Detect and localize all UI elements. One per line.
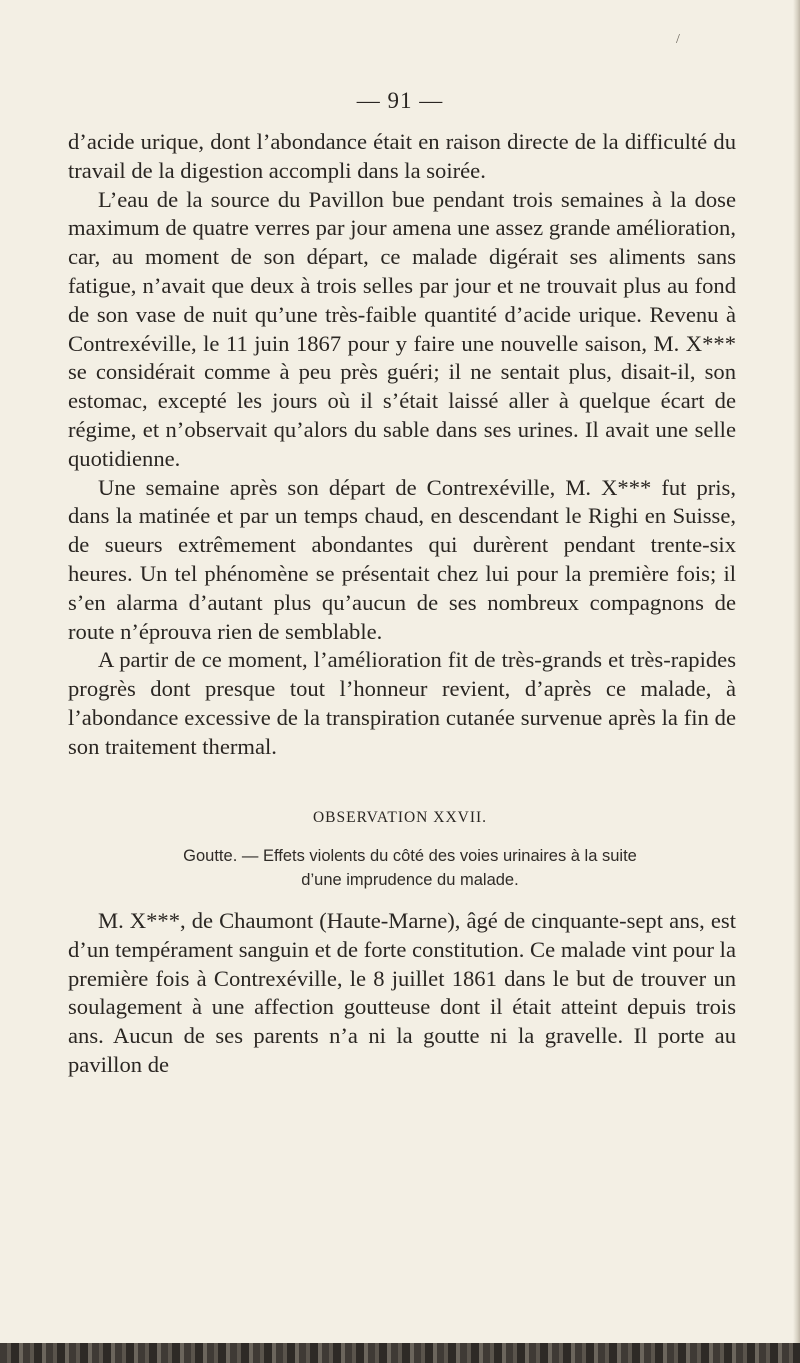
paragraph: d’acide urique, dont l’abondance était en raison directe de la difficulté du travail de la digestion accompli dans la soirée. <box>68 129 736 183</box>
page-edge-shadow <box>793 0 800 1363</box>
paragraph: Une semaine après son départ de Contrexéville, M. X*** fut pris, dans la matinée et par un temps chaud, en descendant le Righi en Suisse, de sueurs extrêmement abondantes qui durèrent pendant trente-six heures. Un tel phénomène se présentait chez lui pour la première fois; il s’en alarma d’autant plus qu’aucun de ses nombreux compagnons de route n’éprouva rien de semblable. <box>68 474 736 644</box>
observation-summary-line: d’une imprudence du malade. <box>301 871 519 889</box>
paragraph: M. X***, de Chaumont (Haute-Marne), âgé de cinquante-sept ans, est d’un tempérament sanguin et de forte constitution. Ce malade vint pour la première fois à Contrexéville, le 8 juillet 1861 dans le but de trouver un soulagement à une affection goutteuse dont il était atteint depuis trois ans. Aucun de ses parents n’a ni la goutte ni la gravelle. Il porte au pavillon de <box>68 908 736 1077</box>
body-text-bottom <box>68 907 736 1080</box>
observation-heading: OBSERVATION XXVII. <box>312 809 488 826</box>
paragraph: A partir de ce moment, l’amélioration fit de très-grands et très-rapides progrès dont presque tout l’honneur revient, d’après ce malade, à l’abondance excessive de la transpiration cutanée survenue après la fin de son traitement thermal. <box>68 647 736 759</box>
page-number: — 91 — <box>356 88 444 113</box>
page-mark: / <box>676 32 680 47</box>
page-bottom-edge <box>0 1343 800 1363</box>
observation-summary <box>100 844 720 892</box>
paragraph: L’eau de la source du Pavillon bue pendant trois semaines à la dose maximum de quatre verres par jour amena une assez grande amélioration, car, au moment de son départ, ce malade digérait ses aliments sans fatigue, n’avait que deux à trois selles par jour et ne trouvait plus au fond de son vase de nuit qu’une très-faible quantité d’acide urique. Revenu à Contrexéville, le 11 juin 1867 pour y faire une nouvelle saison, M. X*** se considérait comme à peu près guéri; il ne sentait plus, disait-il, son estomac, excepté les jours où il s’était laissé aller à quelque écart de régime, et n’observait qu’alors du sable dans ses urines. Il avait une selle quotidienne. <box>68 186 736 471</box>
observation-summary-line: Goutte. — Effets violents du côté des voies urinaires à la suite <box>183 847 637 865</box>
body-text-top <box>68 128 736 762</box>
